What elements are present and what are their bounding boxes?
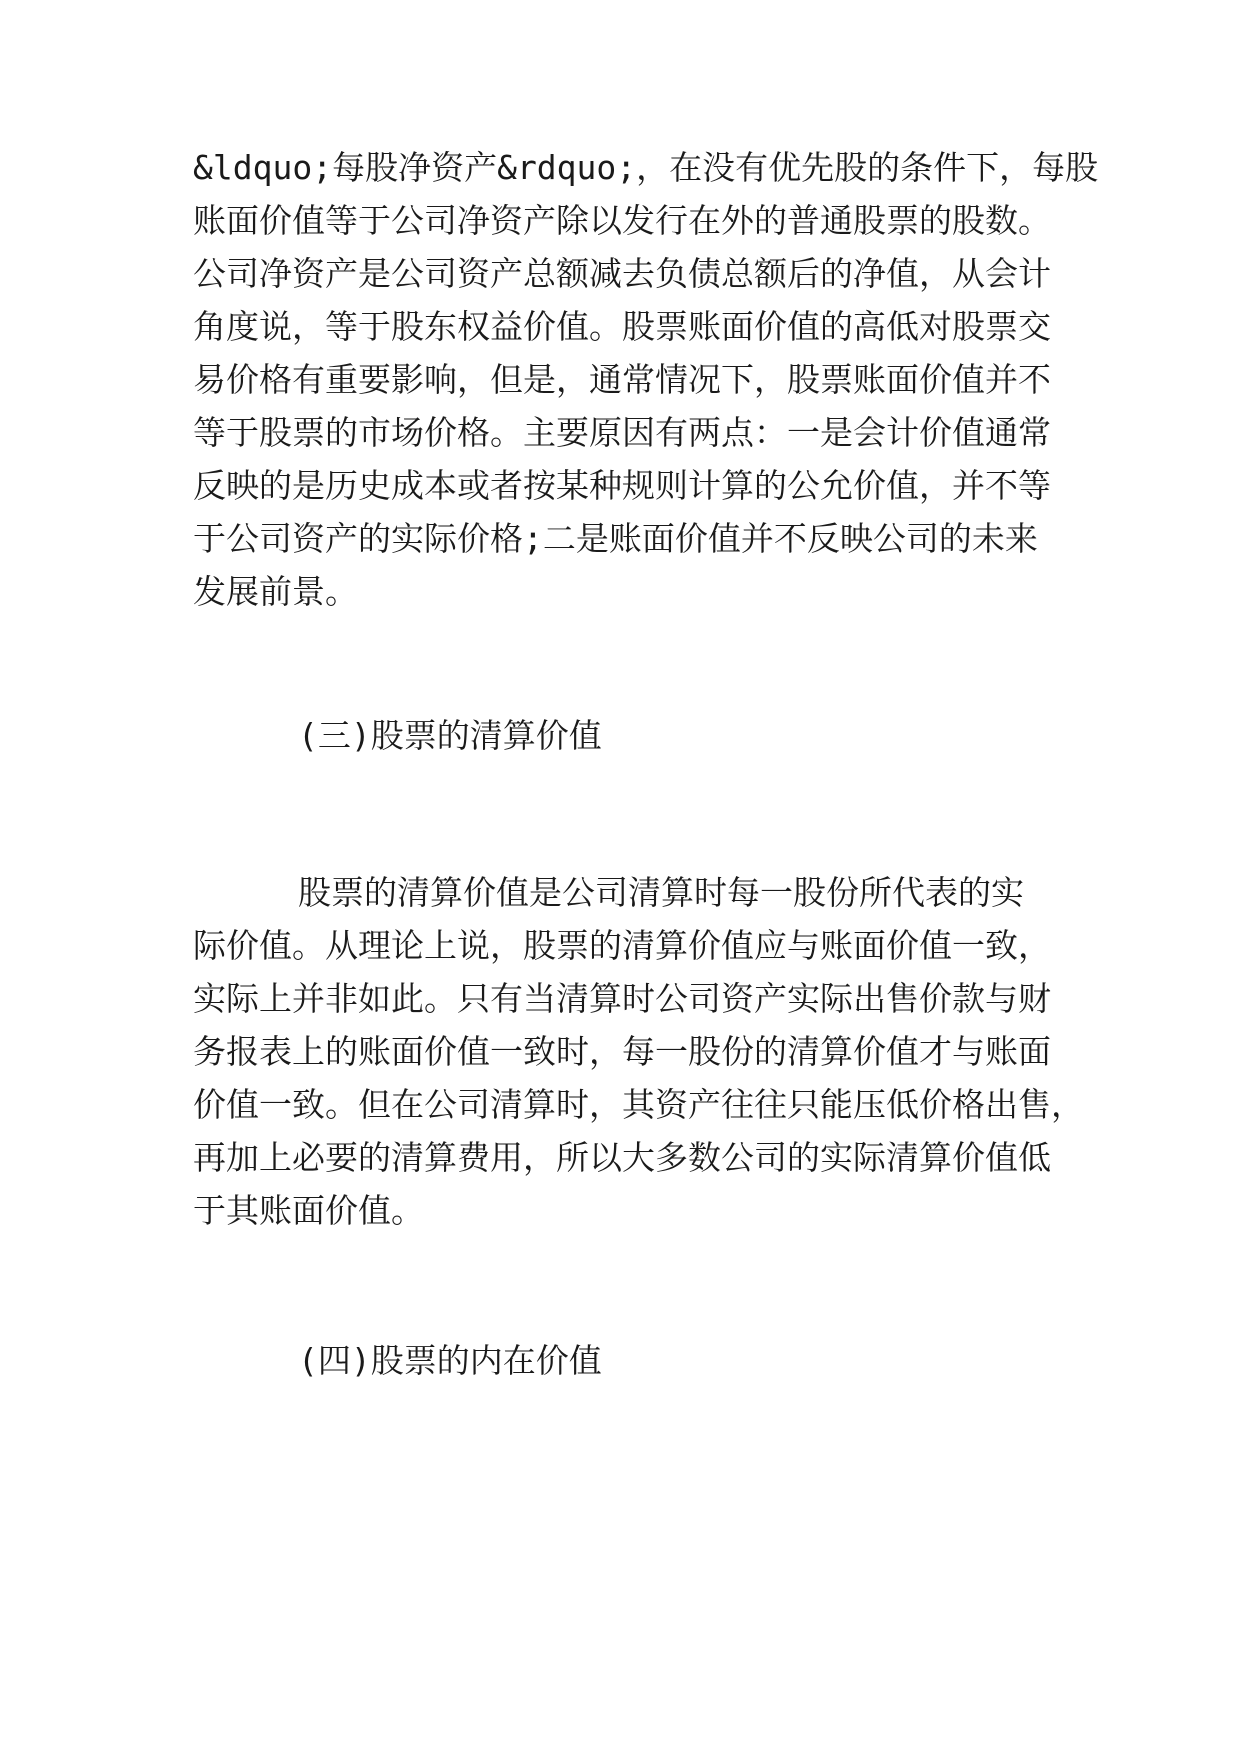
text-line: 公司净资产是公司资产总额减去负债总额后的净值，从会计	[193, 254, 1051, 293]
text-line: 账面价值等于公司净资产除以发行在外的普通股票的股数。	[193, 201, 1051, 240]
text-line: 易价格有重要影响，但是，通常情况下，股票账面价值并不	[193, 360, 1051, 399]
text-line: 于公司资产的实际价格;二是账面价值并不反映公司的未来	[193, 519, 1038, 558]
text-line: 等于股票的市场价格。主要原因有两点：一是会计价值通常	[193, 413, 1051, 452]
text-line: 发展前景。	[193, 572, 358, 611]
text-line: 反映的是历史成本或者按某种规则计算的公允价值，并不等	[193, 466, 1051, 505]
text-line: 于其账面价值。	[193, 1191, 424, 1230]
text-line: 角度说，等于股东权益价值。股票账面价值的高低对股票交	[193, 307, 1051, 346]
section-heading-intrinsic-value: (四)股票的内在价值	[298, 1341, 602, 1380]
section-heading-liquidation-value: (三)股票的清算价值	[298, 716, 602, 755]
text-line: 实际上并非如此。只有当清算时公司资产实际出售价款与财	[193, 979, 1051, 1018]
text-line: 务报表上的账面价值一致时，每一股份的清算价值才与账面	[193, 1032, 1051, 1071]
text-line: 价值一致。但在公司清算时，其资产往往只能压低价格出售，	[193, 1085, 1084, 1124]
text-line: 股票的清算价值是公司清算时每一股份所代表的实	[298, 873, 1024, 912]
text-line: &ldquo;每股净资产&rdquo;，在没有优先股的条件下，每股	[193, 148, 1099, 187]
text-line: 再加上必要的清算费用，所以大多数公司的实际清算价值低	[193, 1138, 1051, 1177]
text-line: 际价值。从理论上说，股票的清算价值应与账面价值一致，	[193, 926, 1051, 965]
